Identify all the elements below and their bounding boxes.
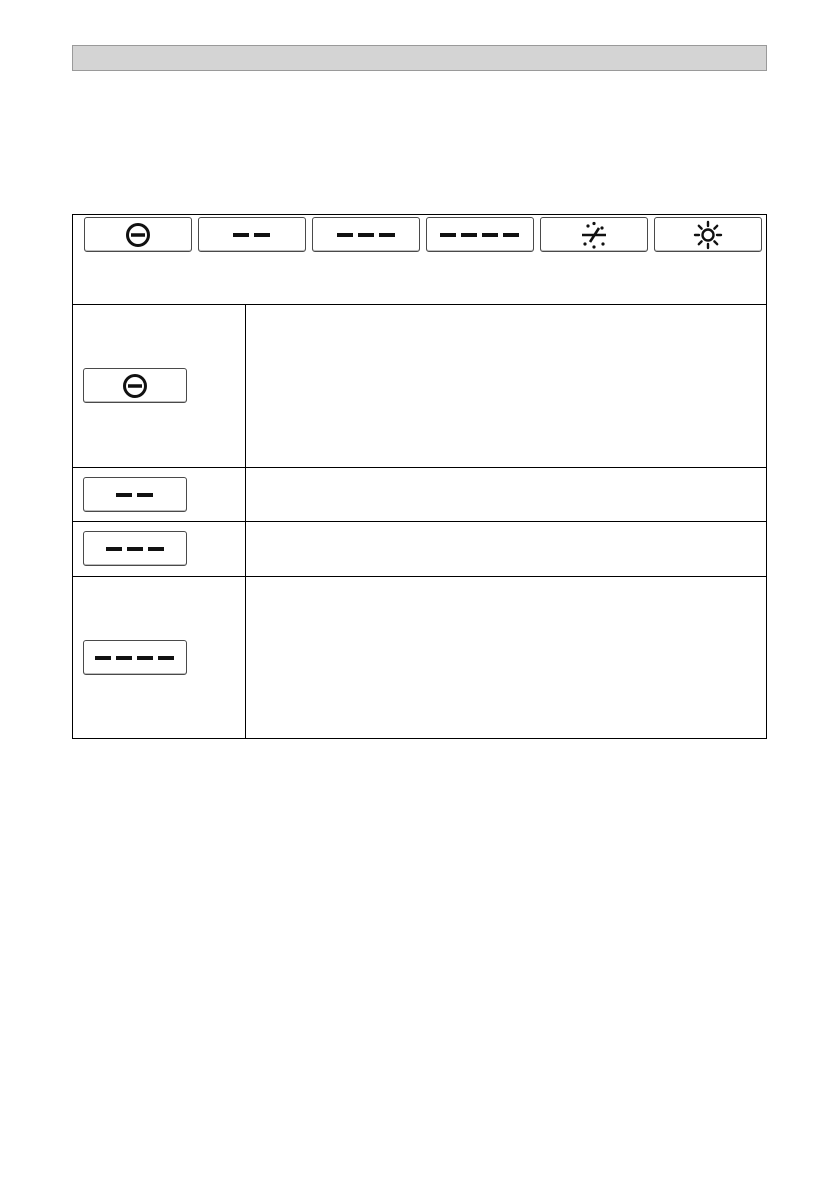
interval-light-icon xyxy=(578,220,610,250)
four-dashes-icon xyxy=(437,230,523,240)
row-level-2-key[interactable] xyxy=(83,477,187,512)
controls-table xyxy=(72,214,767,739)
section-header-bar xyxy=(72,45,767,71)
table-divider xyxy=(73,304,766,305)
interval-key[interactable] xyxy=(540,217,648,252)
table-divider xyxy=(73,521,766,522)
table-column-divider xyxy=(245,305,246,739)
minus-circle-icon xyxy=(120,371,150,401)
table-divider xyxy=(73,576,766,577)
table-divider xyxy=(73,467,766,468)
two-dashes-icon xyxy=(227,230,277,240)
row-off-key[interactable] xyxy=(83,368,187,403)
row-level-3-key[interactable] xyxy=(83,531,187,566)
three-dashes-icon xyxy=(334,230,398,240)
off-key[interactable] xyxy=(84,217,192,252)
level-2-key[interactable] xyxy=(198,217,306,252)
minus-circle-icon xyxy=(123,220,153,250)
level-3-key[interactable] xyxy=(312,217,420,252)
two-dashes-icon xyxy=(110,490,160,500)
row-level-4-key[interactable] xyxy=(83,640,187,675)
light-key[interactable] xyxy=(654,217,762,252)
level-4-key[interactable] xyxy=(426,217,534,252)
sun-light-icon xyxy=(693,220,723,250)
three-dashes-icon xyxy=(103,544,167,554)
four-dashes-icon xyxy=(92,653,178,663)
